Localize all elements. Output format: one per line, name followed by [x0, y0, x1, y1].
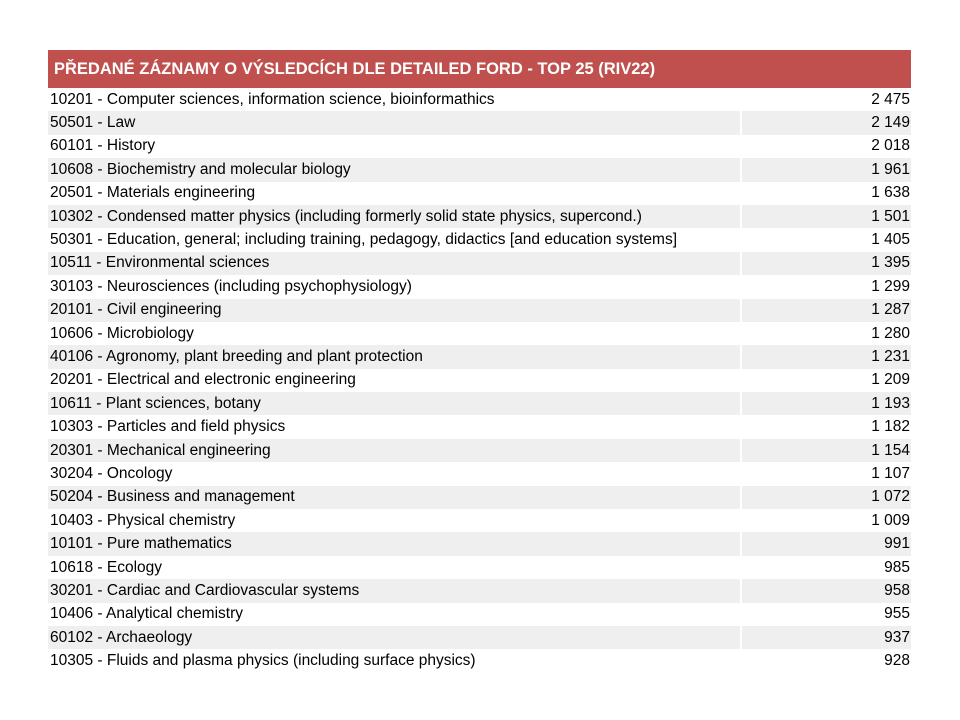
table-row [48, 205, 911, 228]
field-cell: 10305 - Fluids and plasma physics (including surface physics) [48, 649, 740, 672]
table-row [48, 392, 911, 415]
field-cell: 50301 - Education, general; including training, pedagogy, didactics [and education systems] [48, 228, 740, 251]
count-cell: 1 193 [742, 392, 911, 415]
table-title: PŘEDANÉ ZÁZNAMY O VÝSLEDCÍCH DLE DETAILED FORD - TOP 25 (RIV22) [48, 50, 911, 88]
count-cell: 1 280 [742, 322, 911, 345]
field-cell: 20101 - Civil engineering [48, 299, 740, 322]
table-row [48, 486, 911, 509]
table-body [48, 88, 911, 673]
count-cell: 1 501 [742, 205, 911, 228]
count-cell: 991 [742, 532, 911, 555]
count-cell: 928 [742, 649, 911, 672]
count-cell: 2 149 [742, 111, 911, 134]
count-cell: 937 [742, 626, 911, 649]
field-cell: 60101 - History [48, 135, 740, 158]
count-cell: 1 072 [742, 486, 911, 509]
table-row [48, 415, 911, 438]
table-row [48, 579, 911, 602]
field-cell: 50204 - Business and management [48, 486, 740, 509]
field-cell: 10201 - Computer sciences, information science, bioinformathics [48, 88, 740, 111]
field-cell: 30201 - Cardiac and Cardiovascular systems [48, 579, 740, 602]
count-cell: 958 [742, 579, 911, 602]
table-row [48, 299, 911, 322]
field-cell: 10302 - Condensed matter physics (including formerly solid state physics, supercond.) [48, 205, 740, 228]
field-cell: 50501 - Law [48, 111, 740, 134]
field-cell: 30204 - Oncology [48, 462, 740, 485]
field-cell: 10618 - Ecology [48, 556, 740, 579]
count-cell: 1 154 [742, 439, 911, 462]
table-row [48, 182, 911, 205]
table-row [48, 439, 911, 462]
field-cell: 10611 - Plant sciences, botany [48, 392, 740, 415]
field-cell: 10403 - Physical chemistry [48, 509, 740, 532]
count-cell: 1 961 [742, 158, 911, 181]
table-row [48, 111, 911, 134]
field-cell: 10608 - Biochemistry and molecular biology [48, 158, 740, 181]
table-row [48, 275, 911, 298]
table-row [48, 603, 911, 626]
field-cell: 10406 - Analytical chemistry [48, 603, 740, 626]
table-row [48, 322, 911, 345]
table-row [48, 228, 911, 251]
table-row [48, 252, 911, 275]
table-row [48, 649, 911, 672]
count-cell: 1 395 [742, 252, 911, 275]
field-cell: 20201 - Electrical and electronic engineering [48, 369, 740, 392]
table-row [48, 135, 911, 158]
count-cell: 1 299 [742, 275, 911, 298]
field-cell: 10606 - Microbiology [48, 322, 740, 345]
field-cell: 20301 - Mechanical engineering [48, 439, 740, 462]
table-row [48, 158, 911, 181]
table-row [48, 509, 911, 532]
field-cell: 10101 - Pure mathematics [48, 532, 740, 555]
table-row [48, 369, 911, 392]
count-cell: 1 009 [742, 509, 911, 532]
count-cell: 1 231 [742, 345, 911, 368]
table-row [48, 88, 911, 111]
field-cell: 10303 - Particles and field physics [48, 415, 740, 438]
count-cell: 2 475 [742, 88, 911, 111]
count-cell: 1 107 [742, 462, 911, 485]
field-cell: 10511 - Environmental sciences [48, 252, 740, 275]
count-cell: 1 209 [742, 369, 911, 392]
count-cell: 955 [742, 603, 911, 626]
table-row [48, 345, 911, 368]
count-cell: 1 287 [742, 299, 911, 322]
count-cell: 985 [742, 556, 911, 579]
field-cell: 20501 - Materials engineering [48, 182, 740, 205]
field-cell: 60102 - Archaeology [48, 626, 740, 649]
table-row [48, 462, 911, 485]
count-cell: 2 018 [742, 135, 911, 158]
field-cell: 30103 - Neurosciences (including psychophysiology) [48, 275, 740, 298]
table-row [48, 532, 911, 555]
field-cell: 40106 - Agronomy, plant breeding and plant protection [48, 345, 740, 368]
table-row [48, 556, 911, 579]
count-cell: 1 638 [742, 182, 911, 205]
results-table [48, 50, 911, 673]
table-row [48, 626, 911, 649]
count-cell: 1 405 [742, 228, 911, 251]
count-cell: 1 182 [742, 415, 911, 438]
